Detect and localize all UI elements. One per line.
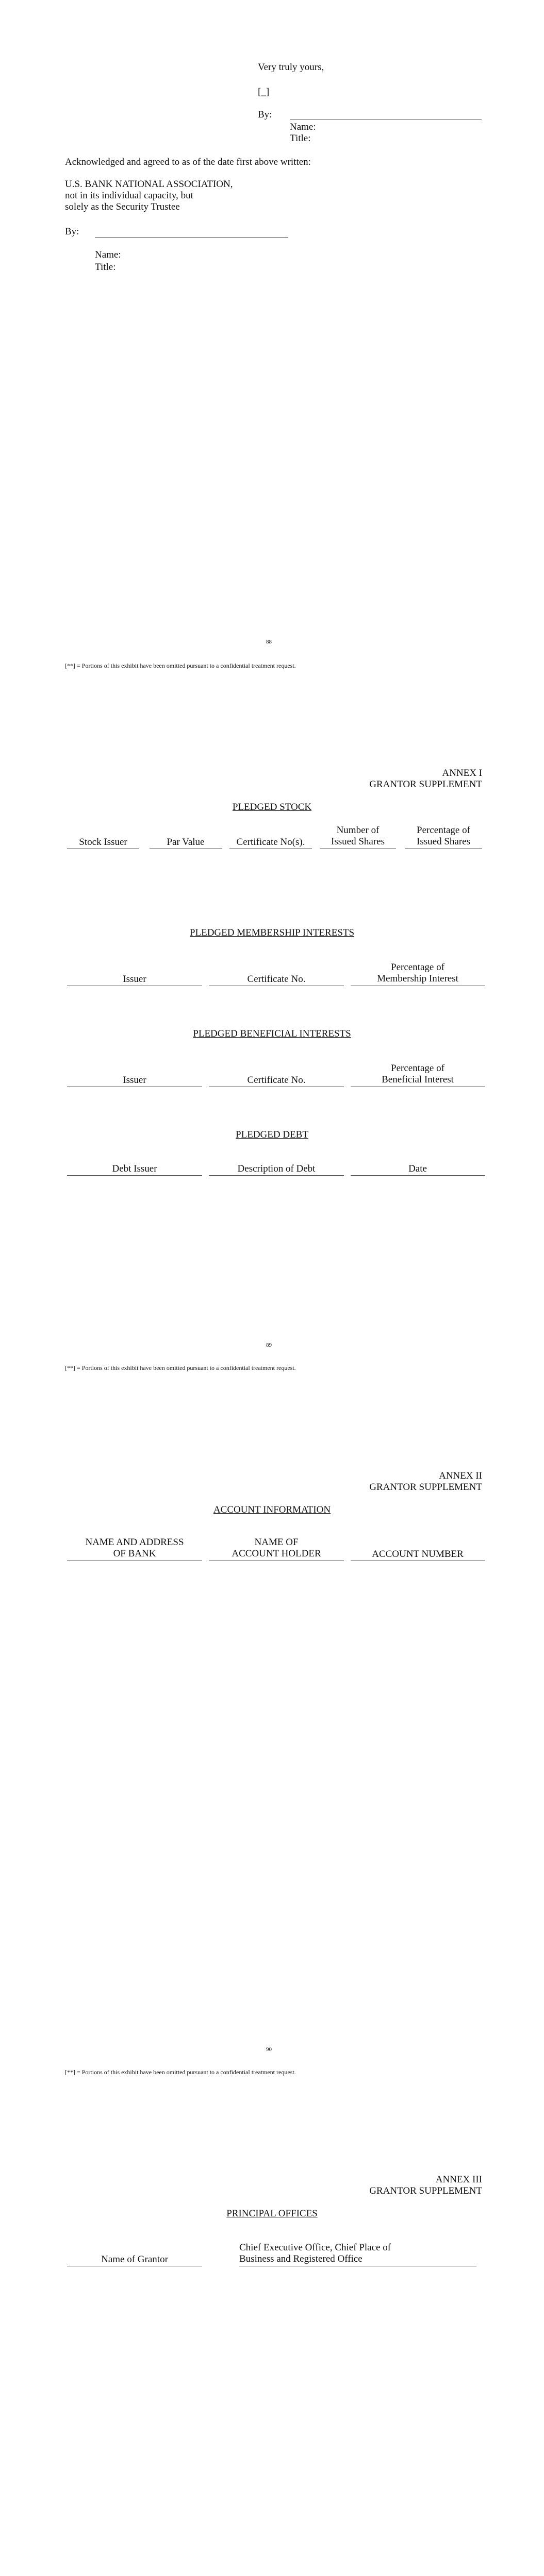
page-number: 88 bbox=[266, 639, 272, 645]
footnote: [**] = Portions of this exhibit have been omitted pursuant to a confidential treatment request. bbox=[65, 662, 296, 669]
name-label-2: Name: bbox=[95, 249, 121, 260]
column-header-percentage-shares: Percentage of Issued Shares bbox=[417, 825, 470, 847]
supplement-label: GRANTOR SUPPLEMENT bbox=[369, 1482, 482, 1493]
signature-line-2 bbox=[95, 237, 288, 238]
supplement-label: GRANTOR SUPPLEMENT bbox=[369, 779, 482, 790]
section-title-beneficial: PLEDGED BENEFICIAL INTERESTS bbox=[193, 1028, 351, 1039]
column-rule bbox=[209, 1175, 344, 1176]
column-header-certificate: Certificate No(s). bbox=[236, 837, 305, 848]
annex-label: ANNEX II bbox=[439, 1470, 482, 1481]
column-header-bank: NAME AND ADDRESS OF BANK bbox=[85, 1537, 184, 1559]
column-header-certificate-no: Certificate No. bbox=[247, 1075, 306, 1086]
bank-capacity: not in its individual capacity, but bbox=[65, 190, 193, 201]
title-label-2: Title: bbox=[95, 262, 116, 273]
acknowledgment-text: Acknowledged and agreed to as of the date first above written: bbox=[65, 157, 311, 167]
section-title-membership: PLEDGED MEMBERSHIP INTERESTS bbox=[189, 927, 355, 938]
column-header-debt-issuer: Debt Issuer bbox=[112, 1163, 157, 1174]
by-label-2: By: bbox=[65, 226, 79, 237]
section-title-debt: PLEDGED DEBT bbox=[236, 1129, 308, 1140]
column-header-account-number: ACCOUNT NUMBER bbox=[372, 1549, 464, 1560]
column-header-chief-executive-office: Chief Executive Office, Chief Place of Business and Registered Office bbox=[239, 2242, 391, 2264]
column-rule bbox=[67, 1175, 202, 1176]
column-header-name-of-grantor: Name of Grantor bbox=[101, 2254, 168, 2265]
title-label: Title: bbox=[290, 133, 311, 144]
column-header-stock-issuer: Stock Issuer bbox=[79, 837, 127, 848]
bank-name: U.S. BANK NATIONAL ASSOCIATION, bbox=[65, 179, 233, 190]
section-title-principal-offices: PRINCIPAL OFFICES bbox=[226, 2208, 318, 2219]
closing-text: Very truly yours, bbox=[258, 62, 324, 73]
column-header-percentage-beneficial: Percentage of Beneficial Interest bbox=[382, 1063, 454, 1085]
page-number: 90 bbox=[266, 2046, 272, 2053]
bank-role: solely as the Security Trustee bbox=[65, 201, 180, 212]
page-number: 89 bbox=[266, 1342, 272, 1348]
column-header-date: Date bbox=[408, 1163, 427, 1174]
section-title-pledged-stock: PLEDGED STOCK bbox=[232, 802, 312, 812]
supplement-label: GRANTOR SUPPLEMENT bbox=[369, 2185, 482, 2196]
name-label: Name: bbox=[290, 122, 316, 132]
column-header-par-value: Par Value bbox=[167, 837, 205, 848]
column-header-certificate-no: Certificate No. bbox=[247, 974, 306, 985]
column-header-issuer: Issuer bbox=[123, 1075, 146, 1086]
footnote: [**] = Portions of this exhibit have been omitted pursuant to a confidential treatment request. bbox=[65, 1364, 296, 1371]
column-header-description-of-debt: Description of Debt bbox=[237, 1163, 316, 1174]
sender-placeholder: [_] bbox=[258, 87, 270, 97]
column-header-number-of-shares: Number of Issued Shares bbox=[331, 825, 385, 847]
column-header-account-holder: NAME OF ACCOUNT HOLDER bbox=[232, 1537, 321, 1559]
section-title-account-information: ACCOUNT INFORMATION bbox=[213, 1504, 331, 1515]
annex-label: ANNEX III bbox=[435, 2174, 482, 2185]
column-header-percentage-membership: Percentage of Membership Interest bbox=[377, 962, 458, 984]
footnote: [**] = Portions of this exhibit have been omitted pursuant to a confidential treatment request. bbox=[65, 2069, 296, 2076]
by-label: By: bbox=[258, 109, 272, 120]
column-rule bbox=[351, 1175, 485, 1176]
column-header-issuer: Issuer bbox=[123, 974, 146, 985]
annex-label: ANNEX I bbox=[442, 768, 482, 778]
